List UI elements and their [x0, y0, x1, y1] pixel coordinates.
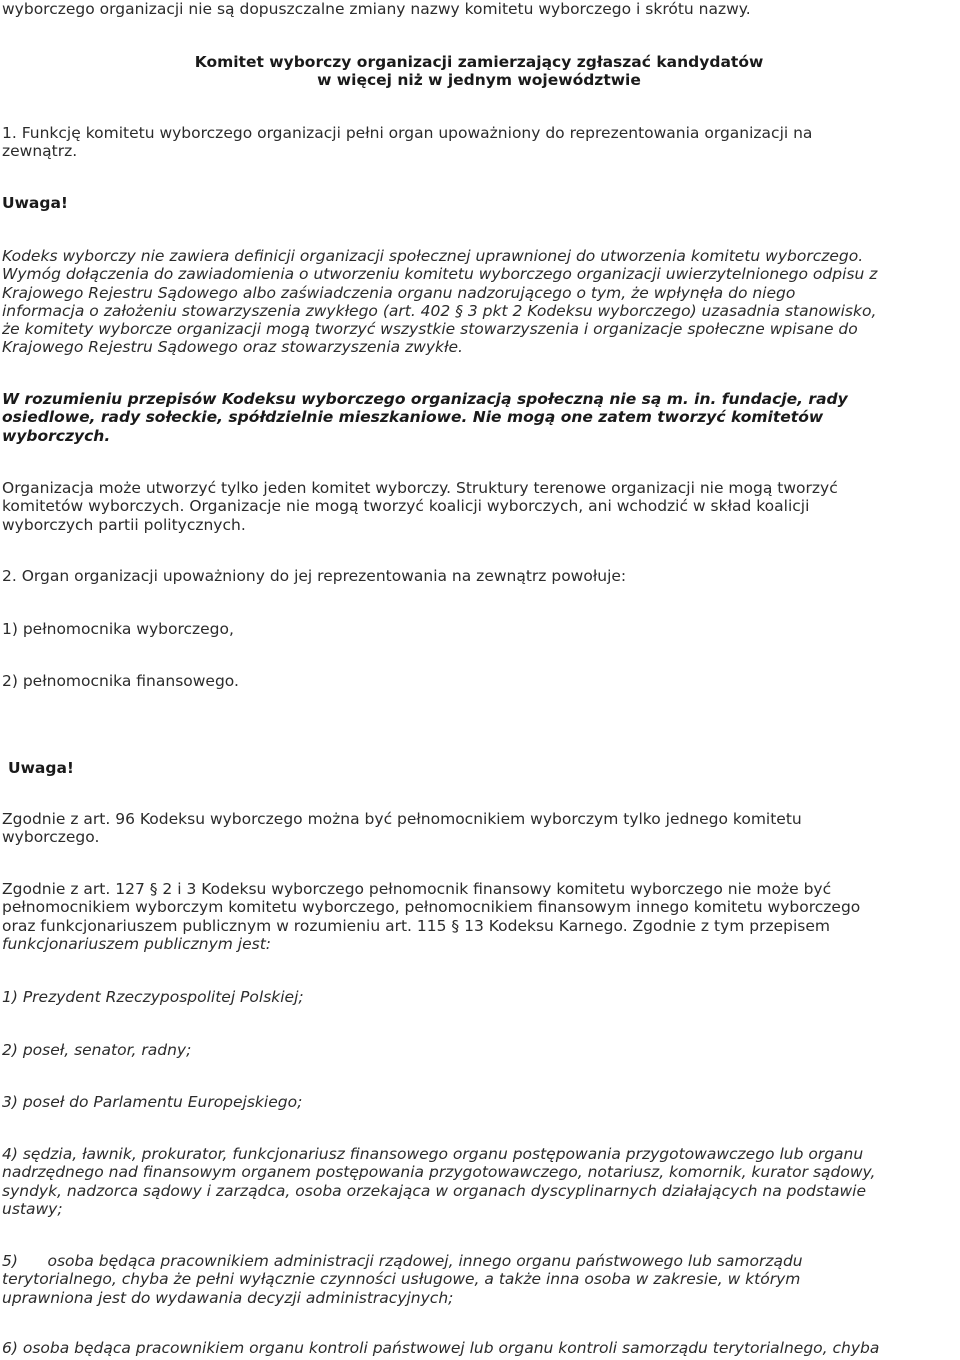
paragraph-art-96: Zgodnie z art. 96 Kodeksu wyborczego można być pełnomocnikiem wyborczym tylko jednego komitetu wyborczego. [2, 810, 802, 847]
paragraph-art-127: Zgodnie z art. 127 § 2 i 3 Kodeksu wyborczego pełnomocnik finansowy komitetu wyborczego nie może być pełnomocnikiem wyborczym komitetu wyborczego, pełnomocnikiem finansowym innego komitetu wyborczego oraz funkcjonariuszem publicznym w rozumieniu art. 115 § 13 Kodeksu Karnego. Zgodnie z tym przepisem funkcjonariuszem publicznym jest: [2, 880, 861, 953]
note-heading: Uwaga! [2, 194, 68, 212]
paragraph-organization-rules: Organizacja może utworzyć tylko jeden komitet wyborczy. Struktury terenowe organizacji nie mogą tworzyć komitetów wyborczych. Organizacje nie mogą tworzyć koalicji wyborczych, ani wchodzić w skład koalicji wyborczych partii politycznych. [2, 479, 838, 534]
section-heading: Komitet wyborczy organizacji zamierzający zgłaszać kandydatów w więcej niż w jednym województwie [194, 53, 764, 90]
paragraph-point-1: 1. Funkcję komitetu wyborczego organizacji pełni organ upoważniony do reprezentowania organizacji na zewnątrz. [2, 124, 813, 161]
list-item-mep: 3) poseł do Parlamentu Europejskiego; [2, 1093, 303, 1111]
paragraph-bold-exclusion: W rozumieniu przepisów Kodeksu wyborczego organizacją społeczną nie są m. in. fundacje, rady osiedlowe, rady sołeckie, spółdzielnie mieszkaniowe. Nie mogą one zatem tworzyć komitetów wyborczych. [2, 390, 848, 445]
paragraph-point-2: 2. Organ organizacji upoważniony do jej reprezentowania na zewnątrz powołuje: [2, 567, 627, 585]
paragraph-kodeks-definition: Kodeks wyborczy nie zawiera definicji organizacji społecznej uprawnionej do utworzenia komitetu wyborczego. Wymóg dołączenia do zawiadomienia o utworzeniu komitetu wyborczego organizacji uwierzytelnionego odpisu z Krajowego Rejestru Sądowego albo zaświadczenia organu nadzorującego o tym, że wpłynęła do niego informacja o założeniu stowarzyszenia zwykłego (art. 402 § 3 pkt 2 Kodeksu wyborczego) uzasadnia stanowisko, że komitety wyborcze organizacji mogą tworzyć wszystkie stowarzyszenia i organizacje społeczne wpisane do Krajowego Rejestru Sądowego oraz stowarzyszenia zwykłe. [2, 247, 878, 357]
list-item-mp-senator: 2) poseł, senator, radny; [2, 1041, 192, 1059]
list-item-audit-employee: 6) osoba będąca pracownikiem organu kontroli państwowej lub organu kontroli samorządu terytorialnego, chyba [2, 1339, 880, 1357]
list-item-government-employee: 5) osoba będąca pracownikiem administracji rządowej, innego organu państwowego lub samorządu terytorialnego, chyba że pełni wyłącznie czynności usługowe, a także inna osoba w zakresie, w którym uprawniona jest do wydawania decyzji administracyjnych; [2, 1252, 803, 1307]
list-item-judiciary: 4) sędzia, ławnik, prokurator, funkcjonariusz finansowego organu postępowania przygotowawczego lub organu nadrzędnego nad finansowym organem postępowania przygotowawczego, notariusz, komornik, kurator sądowy, syndyk, nadzorca sądowy i zarządca, osoba orzekająca w organach dyscyplinarnych działających na podstawie ustawy; [2, 1145, 876, 1218]
list-item-proxy-financial: 2) pełnomocnika finansowego. [2, 672, 239, 690]
paragraph-top: wyborczego organizacji nie są dopuszczalne zmiany nazwy komitetu wyborczego i skrótu nazwy. [2, 0, 751, 18]
note-heading-2: Uwaga! [8, 759, 74, 777]
list-item-proxy-electoral: 1) pełnomocnika wyborczego, [2, 620, 234, 638]
list-item-president: 1) Prezydent Rzeczypospolitej Polskiej; [2, 988, 304, 1006]
